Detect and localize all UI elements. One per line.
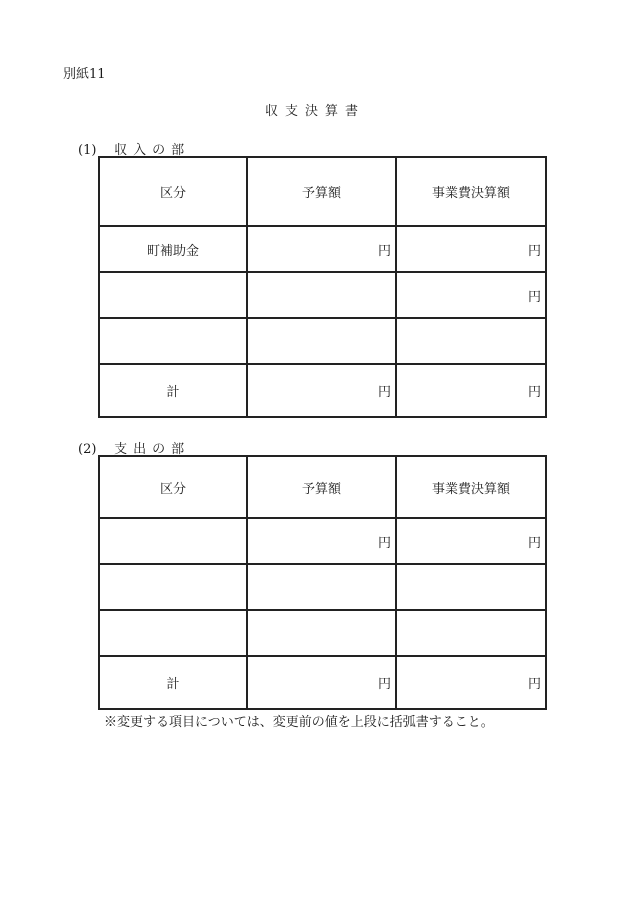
footnote: ※変更する項目については、変更前の値を上段に括弧書すること。 bbox=[104, 715, 494, 730]
cell-settlement[interactable]: 円 bbox=[396, 518, 546, 564]
cell-settlement[interactable]: 円 bbox=[396, 272, 546, 318]
header-settlement: 事業費決算額 bbox=[396, 157, 546, 226]
cell-category[interactable] bbox=[99, 272, 247, 318]
table-row bbox=[99, 564, 546, 610]
cell-budget[interactable] bbox=[247, 318, 396, 364]
table-row bbox=[99, 610, 546, 656]
cell-total-budget[interactable]: 円 bbox=[247, 656, 396, 709]
cell-category[interactable] bbox=[99, 564, 247, 610]
total-row bbox=[99, 656, 546, 709]
cell-total-label: 計 bbox=[99, 656, 247, 709]
header-category: 区分 bbox=[99, 456, 247, 518]
income-header-row bbox=[99, 157, 546, 226]
cell-category[interactable] bbox=[99, 518, 247, 564]
cell-total-settlement[interactable]: 円 bbox=[396, 364, 546, 417]
expense-table bbox=[98, 455, 547, 710]
cell-category[interactable] bbox=[99, 318, 247, 364]
header-budget: 予算額 bbox=[247, 157, 396, 226]
income-section-number: (1) bbox=[78, 143, 97, 158]
expense-section-number: (2) bbox=[78, 442, 97, 457]
income-table bbox=[98, 156, 547, 418]
cell-category[interactable]: 町補助金 bbox=[99, 226, 247, 272]
cell-budget[interactable]: 円 bbox=[247, 518, 396, 564]
total-row bbox=[99, 364, 546, 417]
cell-category[interactable] bbox=[99, 610, 247, 656]
table-row bbox=[99, 318, 546, 364]
cell-budget[interactable] bbox=[247, 272, 396, 318]
table-row bbox=[99, 518, 546, 564]
cell-settlement[interactable] bbox=[396, 564, 546, 610]
header-settlement: 事業費決算額 bbox=[396, 456, 546, 518]
cell-settlement[interactable]: 円 bbox=[396, 226, 546, 272]
table-row bbox=[99, 272, 546, 318]
cell-total-label: 計 bbox=[99, 364, 247, 417]
attachment-label: 別紙11 bbox=[63, 67, 106, 82]
cell-budget[interactable]: 円 bbox=[247, 226, 396, 272]
document-title: 収支決算書 bbox=[264, 104, 365, 119]
cell-settlement[interactable] bbox=[396, 610, 546, 656]
table-row bbox=[99, 226, 546, 272]
cell-budget[interactable] bbox=[247, 610, 396, 656]
expense-section-label: 支出の部 bbox=[114, 442, 191, 457]
income-section-label: 収入の部 bbox=[114, 143, 191, 158]
cell-total-settlement[interactable]: 円 bbox=[396, 656, 546, 709]
cell-total-budget[interactable]: 円 bbox=[247, 364, 396, 417]
cell-settlement[interactable] bbox=[396, 318, 546, 364]
expense-header-row bbox=[99, 456, 546, 518]
header-budget: 予算額 bbox=[247, 456, 396, 518]
cell-budget[interactable] bbox=[247, 564, 396, 610]
header-category: 区分 bbox=[99, 157, 247, 226]
